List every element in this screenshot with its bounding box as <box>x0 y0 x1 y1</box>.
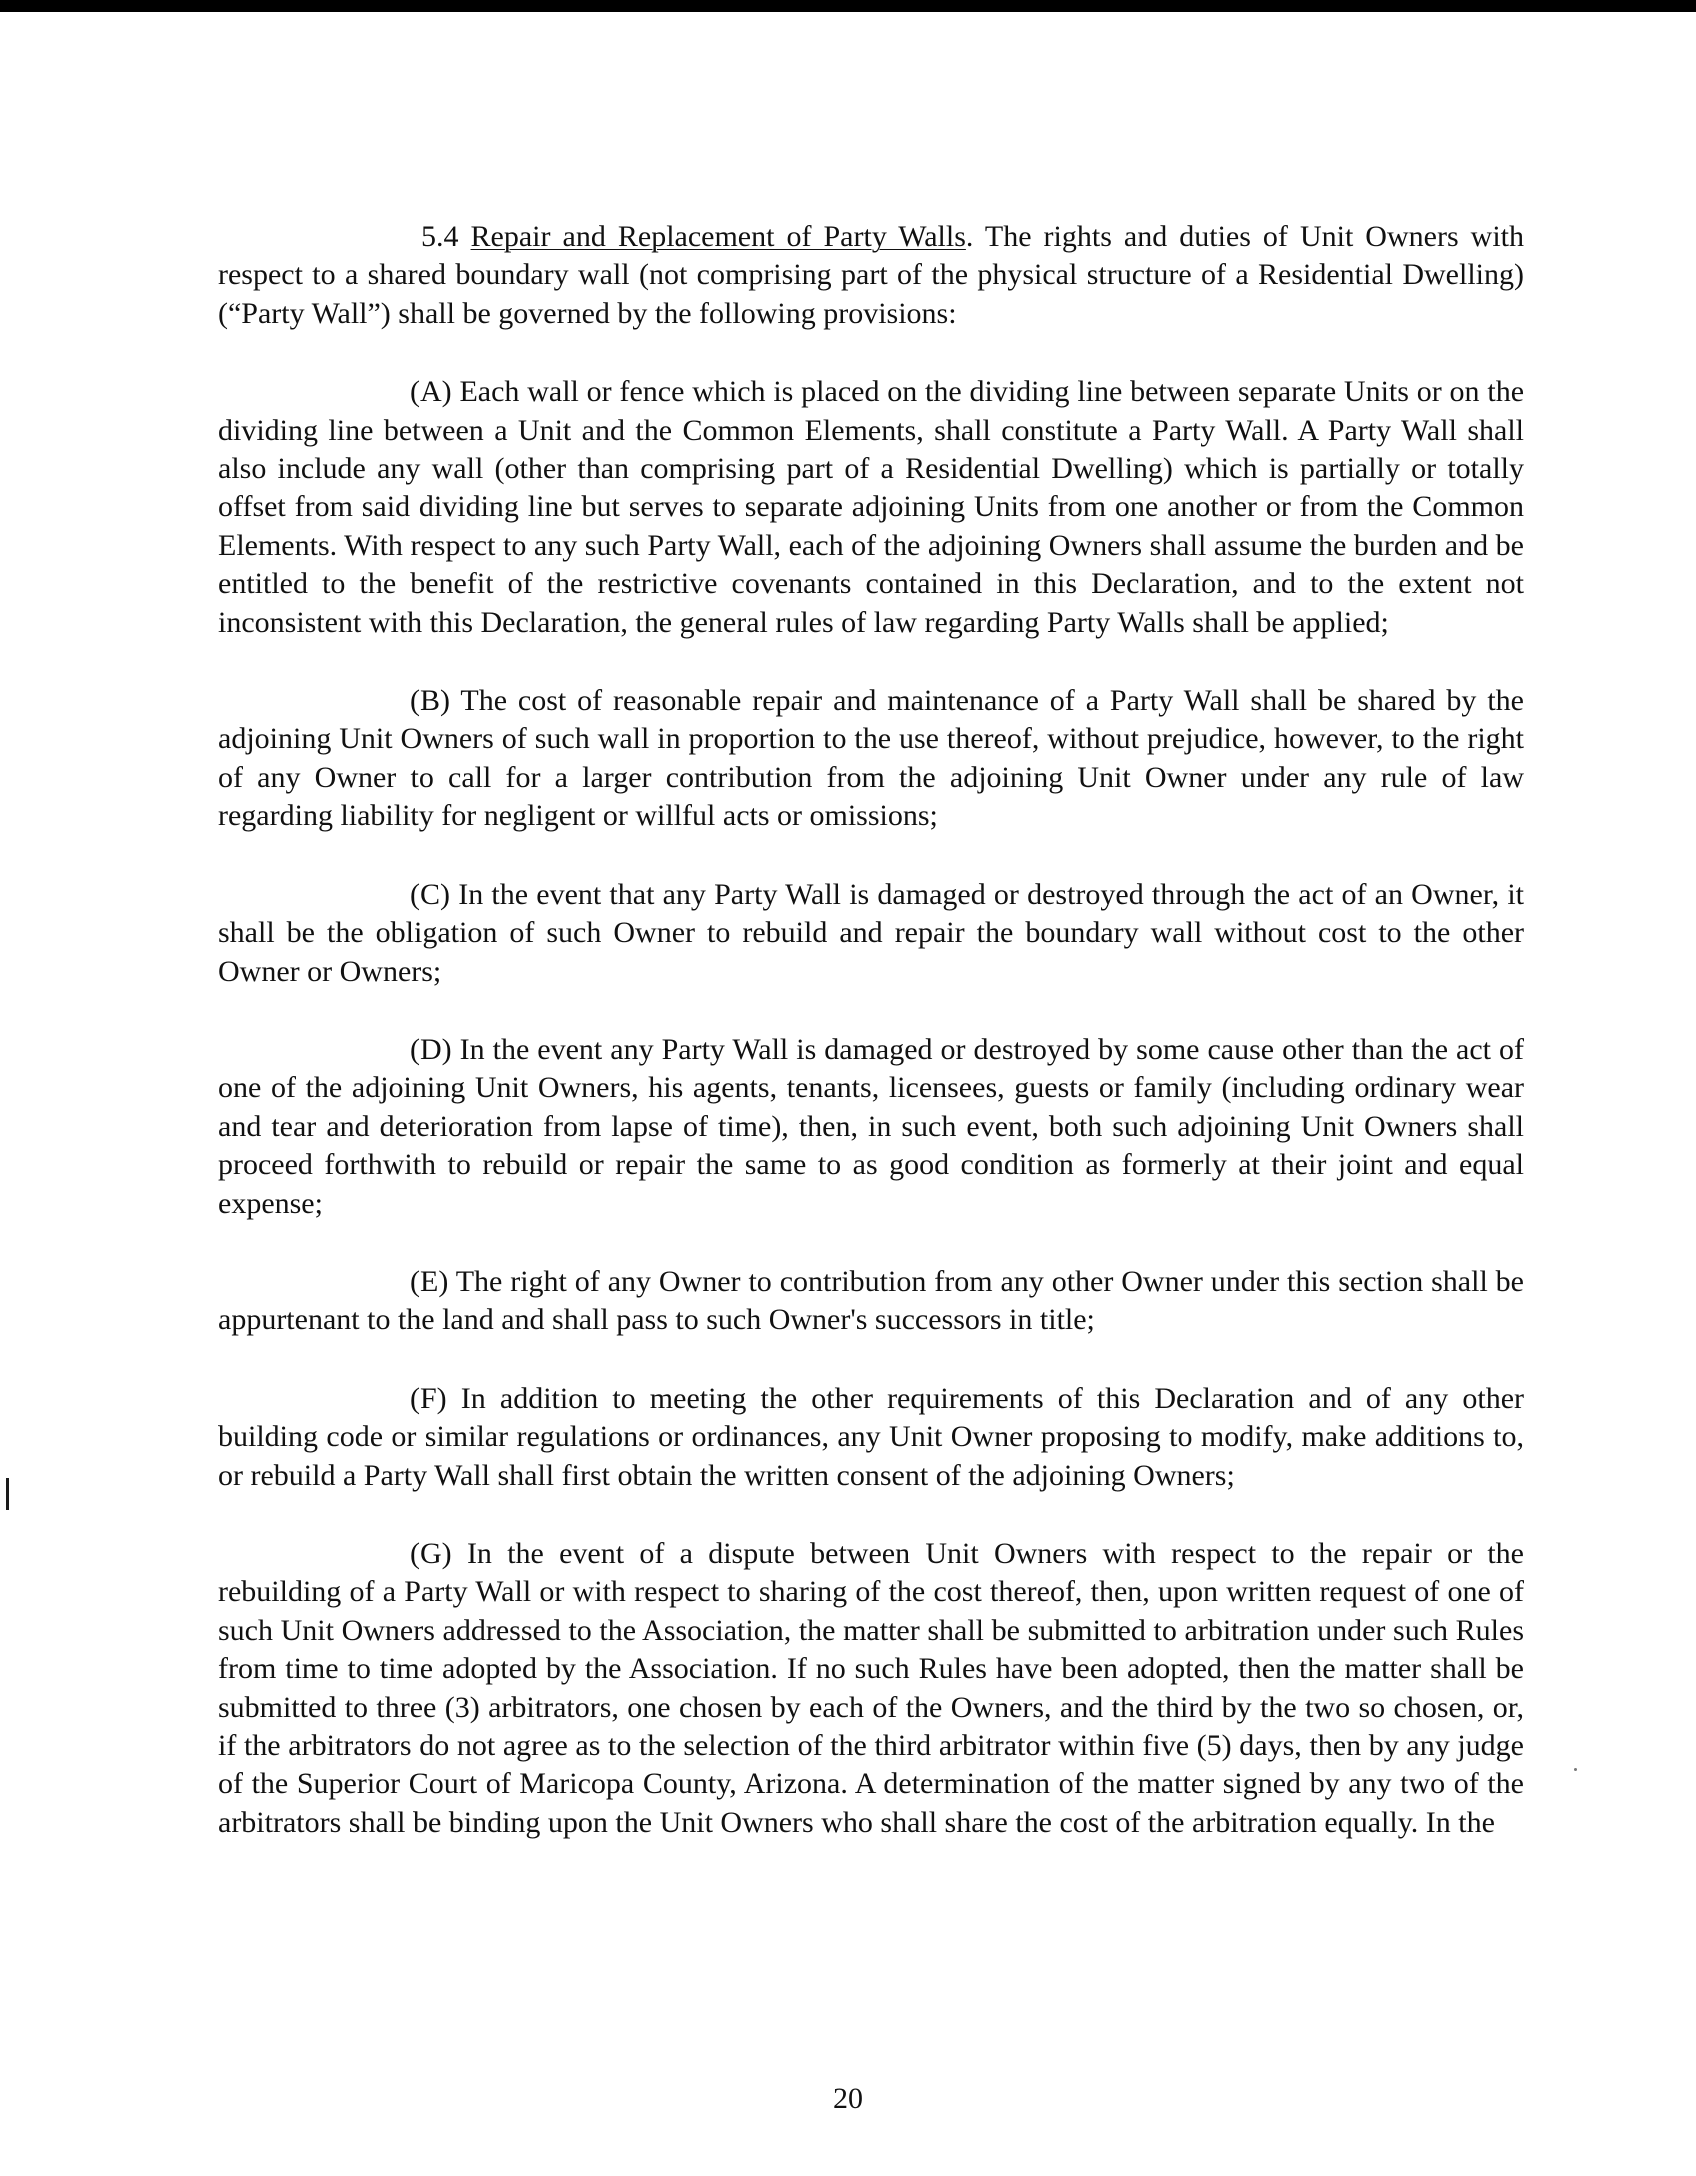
section-intro-text: The rights and duties of Unit Owners with respect to a shared boundary wall (not comprising part of the physical structure of a Residential Dwelling) (“Party Wall”) shall be governed by the following provisions: <box>218 220 1524 330</box>
subsection-label: (D) <box>410 1032 452 1066</box>
section-heading: Repair and Replacement of Party Walls <box>470 220 966 253</box>
subsection-c <box>218 876 1524 991</box>
subsection-label: (A) <box>410 375 452 409</box>
subsection-label: (C) <box>410 877 450 911</box>
subsection-text: In the event that any Party Wall is damaged or destroyed through the act of an Owner, it shall be the obligation of such Owner to rebuild and repair the boundary wall without cost to the other Owner or Owners; <box>218 877 1524 988</box>
subsection-g <box>218 1535 1524 1842</box>
subsection-label: (G) <box>410 1536 452 1570</box>
subsection-text: In addition to meeting the other requirements of this Declaration and of any other building code or similar regulations or ordinances, any Unit Owner proposing to modify, make additions to, or rebuild a Party Wall shall first obtain the written consent of the adjoining Owners; <box>218 1381 1525 1492</box>
subsection-a <box>218 373 1524 642</box>
subsection-text: Each wall or fence which is placed on the dividing line between separate Units or on the dividing line between a Unit and the Common Elements, shall constitute a Party Wall. A Party Wall shall also include any wall (other than comprising part of a Residential Dwelling) which is partially or totally offset from said dividing line but serves to separate adjoining Units from one another or from the Common Elements. With respect to any such Party Wall, each of the adjoining Owners shall assume the burden and be entitled to the benefit of the restrictive covenants contained in this Declaration, and to the extent not inconsistent with this Declaration, the general rules of law regarding Party Walls shall be applied; <box>218 375 1525 639</box>
subsection-label: (B) <box>410 684 450 718</box>
scan-speck <box>1574 1768 1577 1771</box>
subsection-e <box>218 1263 1524 1340</box>
subsection-text: In the event any Party Wall is damaged or destroyed by some cause other than the act of one of the adjoining Unit Owners, his agents, tenants, licensees, guests or family (including ordinary wear and tear and deterioration from lapse of time), then, in such event, both such adjoining Unit Owners shall proceed forthwith to rebuild or repair the same to as good condition as formerly at their joint and equal expense; <box>218 1032 1525 1220</box>
section-heading-period: . <box>965 220 974 253</box>
subsection-d <box>218 1031 1524 1223</box>
subsection-text: In the event of a dispute between Unit Owners with respect to the repair or the rebuilding of a Party Wall or with respect to sharing of the cost thereof, then, upon written request of one of such Unit Owners addressed to the Association, the matter shall be submitted to arbitration under such Rules from time to time adopted by the Association. If no such Rules have been adopted, then the matter shall be submitted to three (3) arbitrators, one chosen by each of the Owners, and the third by the two so chosen, or, if the arbitrators do not agree as to the selection of the third arbitrator within five (5) days, then by any judge of the Superior Court of Maricopa County, Arizona. A determination of the matter signed by any two of the arbitrators shall be binding upon the Unit Owners who shall share the cost of the arbitration equally. In the <box>218 1536 1524 1839</box>
subsection-label: (E) <box>410 1264 449 1298</box>
section-5-4-paragraph <box>218 218 1524 333</box>
subsection-text: The cost of reasonable repair and maintenance of a Party Wall shall be shared by the adjoining Unit Owners of such wall in proportion to the use thereof, without prejudice, however, to the right of any Owner to call for a larger contribution from the adjoining Unit Owner under any rule of law regarding liability for negligent or willful acts or omissions; <box>218 684 1524 833</box>
scan-top-border <box>0 0 1696 12</box>
subsection-text: The right of any Owner to contribution from any other Owner under this section shall be appurtenant to the land and shall pass to such Owner's successors in title; <box>218 1264 1524 1337</box>
subsection-b <box>218 682 1524 836</box>
section-number: 5.4 <box>421 220 459 253</box>
subsection-f <box>218 1380 1524 1495</box>
page-number: 20 <box>833 2082 863 2115</box>
document-body <box>218 218 1524 1842</box>
subsection-label: (F) <box>410 1381 447 1415</box>
scan-margin-mark <box>6 1478 9 1510</box>
